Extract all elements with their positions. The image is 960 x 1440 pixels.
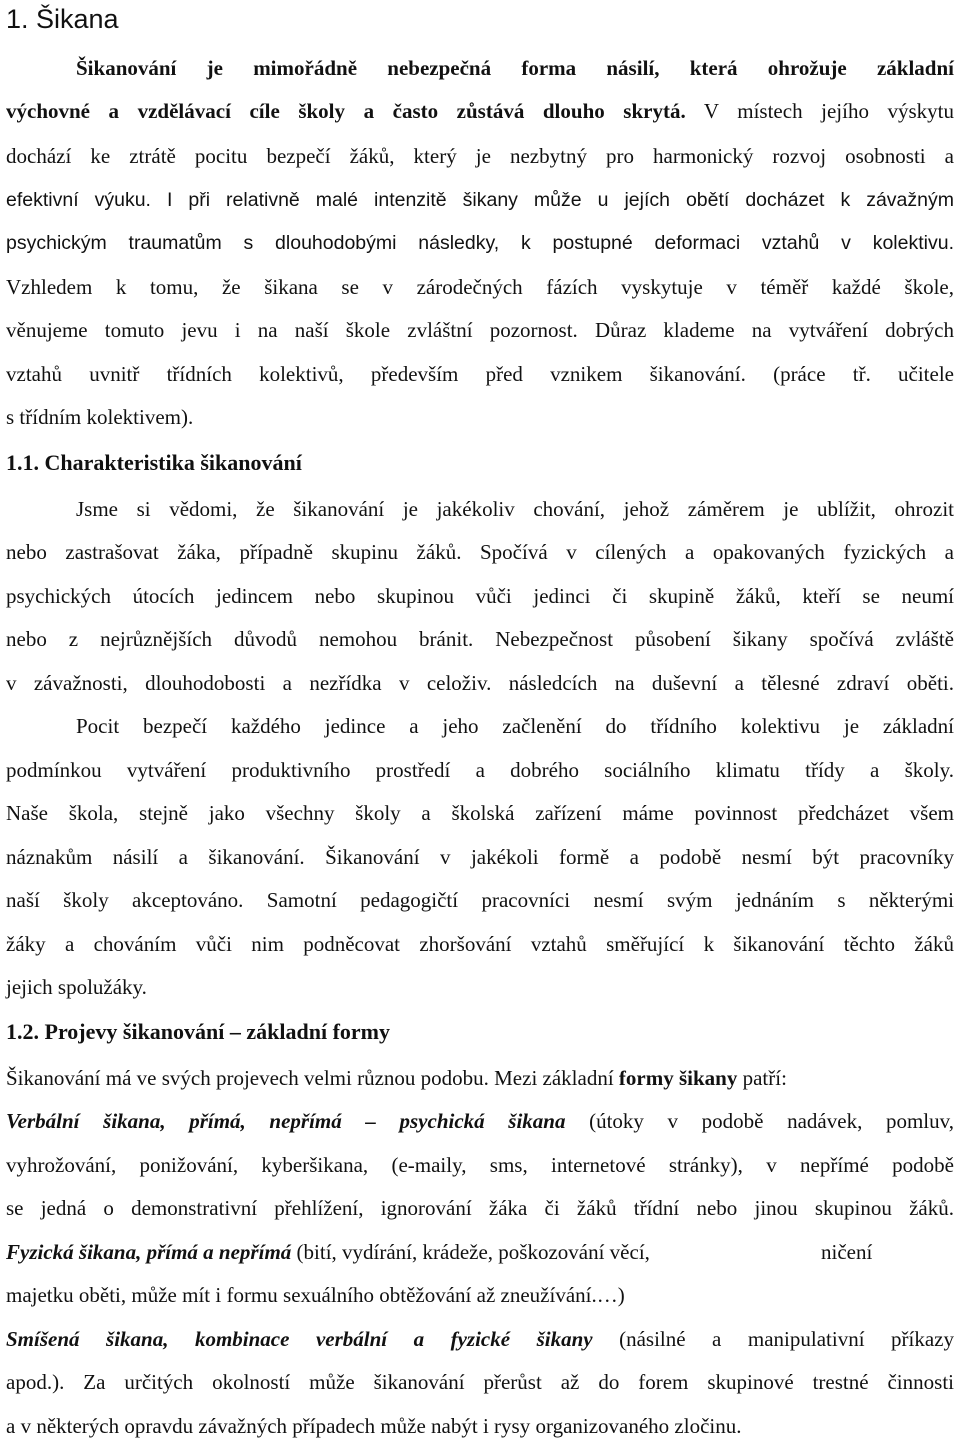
mixed-line-2: apod.). Za určitých okolností může šikanování přerůst až do forem skupinové trestné činnosti	[6, 1370, 954, 1394]
s1-p1-line-4: nebo z nejrůznějších důvodů nemohou bránit. Nebezpečnost působení šikany spočívá zvláště	[6, 627, 954, 651]
s2-intro-line	[6, 1065, 954, 1091]
physical-desc-1b: ničení	[821, 1240, 873, 1264]
mixed-term: Smíšená šikana, kombinace verbální a fyzické šikany	[6, 1327, 593, 1351]
verbal-term: Verbální šikana, přímá, nepřímá – psychická šikana	[6, 1109, 566, 1133]
s1-p2-line-6: žáky a chováním vůči nim podněcovat zhoršování vztahů směřující k šikanování těchto žáků	[6, 932, 954, 956]
s1-p1-line-5: v závažnosti, dlouhodobosti a nezřídka v celoživ. následcích na duševní a tělesné zdraví oběti.	[6, 671, 954, 695]
s1-p2-line-7: jejich spolužáky.	[6, 975, 147, 999]
s1-p1-line-2: nebo zastrašovat žáka, případně skupinu žáků. Spočívá v cílených a opakovaných fyzických a	[6, 540, 954, 564]
s1-p2-line-5: naší školy akceptováno. Samotní pedagogičtí pracovníci nesmí svým jednáním s některými	[6, 888, 954, 912]
s2-intro-a: Šikanování má ve svých projevech velmi různou podobu. Mezi základní	[6, 1066, 619, 1090]
mixed-desc-1: (násilné a manipulativní příkazy	[592, 1327, 954, 1351]
intro-line-2-rest: V místech jejího výskytu	[685, 99, 955, 123]
intro-line-2-bold: výchovné a vzdělávací cíle školy a často zůstává dlouho skrytá.	[6, 99, 686, 123]
verbal-desc-1: (útoky v podobě nadávek, pomluv,	[565, 1109, 954, 1133]
s1-p1-line-1: Jsme si vědomi, že šikanování je jakékoliv chování, jehož záměrem je ublížit, ohrozit	[76, 497, 954, 521]
s1-p2-line-1: Pocit bezpečí každého jedince a jeho začlenění do třídního kolektivu je základní	[76, 714, 954, 738]
intro-line-8: vztahů uvnitř třídních kolektivů, především před vznikem šikanování. (práce tř. učitele	[6, 362, 954, 386]
verbal-line-2: vyhrožování, ponižování, kyberšikana, (e-maily, sms, internetové stránky), v nepřímé podobě	[6, 1153, 954, 1177]
intro-line-5: psychickým traumatům s dlouhodobými následky, k postupné deformaci vztahů v kolektivu.	[6, 232, 954, 254]
intro-line-7: věnujeme tomuto jevu i na naší škole zvláštní pozornost. Důraz klademe na vytváření dobrých	[6, 318, 954, 342]
intro-line-9: s třídním kolektivem).	[6, 405, 194, 429]
intro-line-4-b: I při relativně malé intenzitě šikany může u jejích obětí docházet k závažným	[150, 189, 954, 211]
section-1-2-title: 1.2. Projevy šikanování – základní formy	[6, 1019, 391, 1044]
s1-p2-line-3: Naše škola, stejně jako všechny školy a školská zařízení máme povinnost předcházet všem	[6, 801, 954, 825]
verbal-line-3: se jedná o demonstrativní přehlížení, ignorování žáka či žáků třídní nebo jinou skupinou žáků.	[6, 1196, 954, 1220]
s1-p2-line-4: náznakům násilí a šikanování. Šikanování v jakékoli formě a podobě nesmí být pracovníky	[6, 845, 954, 869]
intro-line-6: Vzhledem k tomu, že šikana se v zárodečných fázích vyskytuje v téměř každé škole,	[6, 275, 954, 299]
intro-line-2	[6, 98, 954, 124]
intro-line-3: dochází ke ztrátě pocitu bezpečí žáků, který je nezbytný pro harmonický rozvoj osobnosti a	[6, 144, 954, 168]
physical-line-1	[6, 1239, 954, 1265]
physical-line-2: majetku oběti, může mít i formu sexuálního obtěžování až zneužívání.…)	[6, 1283, 625, 1307]
intro-line-1: Šikanování je mimořádně nebezpečná forma násilí, která ohrožuje základní	[76, 56, 954, 80]
section-1-1-title: 1.1. Charakteristika šikanování	[6, 450, 302, 475]
verbal-line-1	[6, 1108, 954, 1134]
s2-intro-bold: formy šikany	[618, 1066, 738, 1090]
s1-p2-line-2: podmínkou vytváření produktivního prostředí a dobrého sociálního klimatu třídy a školy.	[6, 758, 954, 782]
mixed-line-3: a v některých opravdu závažných případech může nabýt i rysy organizovaného zločinu.	[6, 1414, 742, 1438]
physical-desc-1: (bití, vydírání, krádeže, poškozování věcí,	[291, 1240, 650, 1264]
mixed-line-1	[6, 1326, 954, 1352]
intro-line-4-a: efektivní výuku.	[6, 189, 151, 211]
s1-p1-line-3: psychických útocích jedincem nebo skupinou vůči jedinci či skupině žáků, kteří se neumí	[6, 584, 954, 608]
physical-term: Fyzická šikana, přímá a nepřímá	[6, 1240, 292, 1264]
intro-line-4	[6, 187, 954, 213]
s2-intro-c: patří:	[737, 1066, 787, 1090]
page-heading: 1. Šikana	[6, 4, 119, 34]
